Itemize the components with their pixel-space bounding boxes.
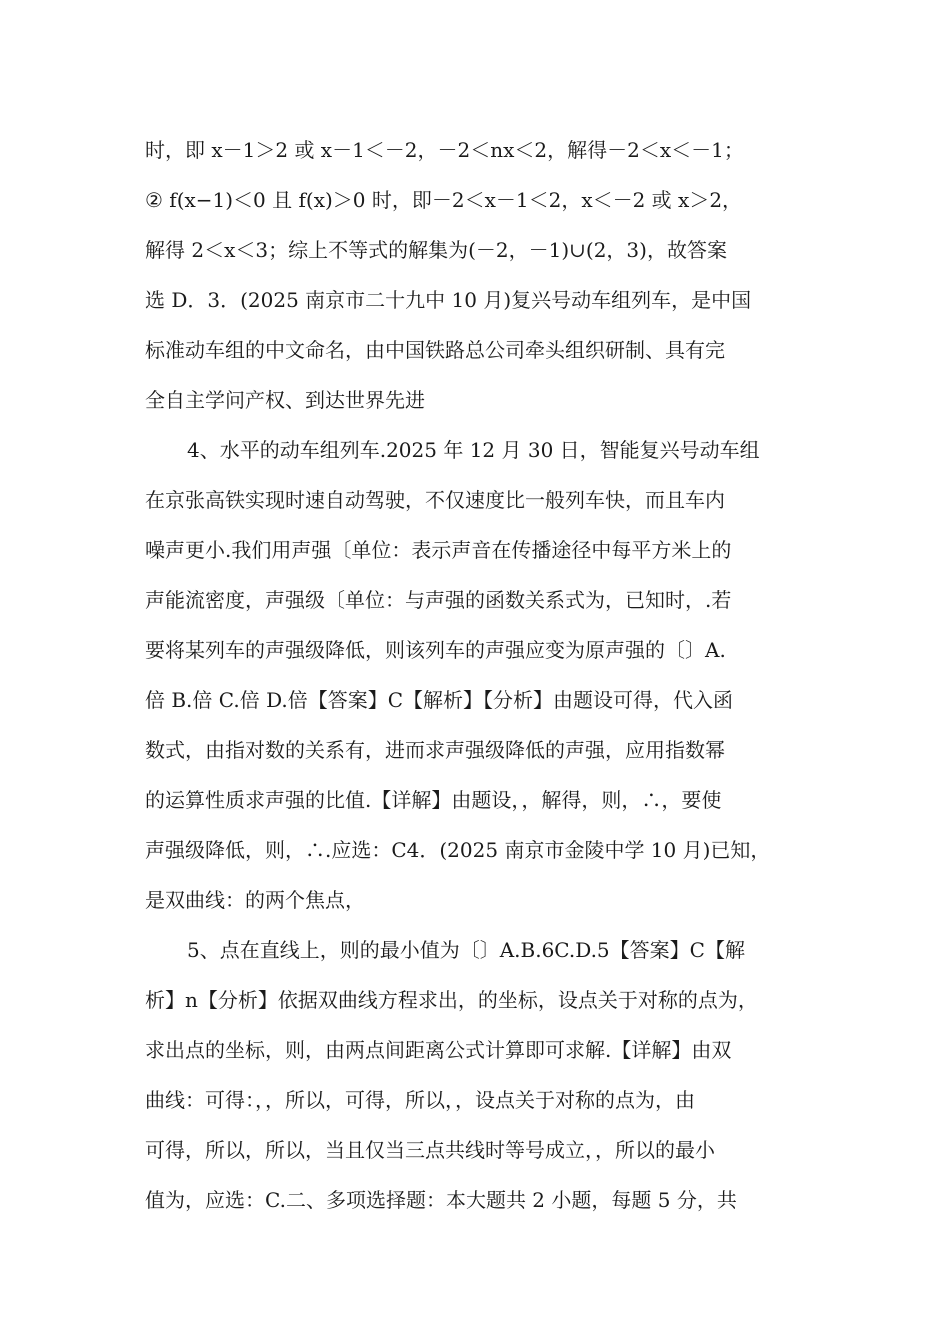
text-line: 值为，应选：C.二、多项选择题：本大题共 2 小题，每题 5 分，共 bbox=[145, 1188, 737, 1212]
text-line: 声能流密度，声强级〔单位：与声强的函数关系式为，已知时，.若 bbox=[145, 588, 732, 612]
paragraph-item-4 bbox=[145, 425, 810, 925]
text-line: 时，即 x－1＞2 或 x－1＜－2，－2＜nx＜2，解得－2＜x＜－1； bbox=[145, 138, 744, 162]
text-line: 的运算性质求声强的比值.【详解】由题设，，解得，则，∴，要使 bbox=[145, 788, 722, 812]
paragraph-continuation bbox=[145, 125, 810, 425]
text-line: 是双曲线：的两个焦点， bbox=[145, 888, 365, 912]
text-line: 全自主学问产权、到达世界先进 bbox=[145, 388, 425, 412]
text-line: 倍 B.倍 C.倍 D.倍【答案】C【解析】【分析】由题设可得，代入函 bbox=[145, 688, 734, 712]
paragraph-item-5 bbox=[145, 925, 810, 1225]
text-line: 曲线：可得：，，所以，可得，所以，，设点关于对称的点为，由 bbox=[145, 1088, 695, 1112]
text-line-first: 5、点在直线上，则的最小值为〔〕A.B.6C.D.5【答案】C【解 bbox=[187, 938, 745, 962]
text-line: 标准动车组的中文命名，由中国铁路总公司牵头组织研制、具有完 bbox=[145, 338, 725, 362]
text-line: 噪声更小.我们用声强〔单位：表示声音在传播途径中每平方米上的 bbox=[145, 538, 732, 562]
text-line: ② f(x−1)＜0 且 f(x)＞0 时，即－2＜x－1＜2，x＜－2 或 x＞2， bbox=[145, 188, 743, 212]
text-line: 在京张高铁实现时速自动驾驶，不仅速度比一般列车快，而且车内 bbox=[145, 488, 725, 512]
text-line: 析】n【分析】依据双曲线方程求出，的坐标，设点关于对称的点为， bbox=[145, 988, 758, 1012]
text-line: 求出点的坐标，则，由两点间距离公式计算即可求解.【详解】由双 bbox=[145, 1038, 732, 1062]
text-line: 解得 2＜x＜3；综上不等式的解集为(－2，－1)∪(2，3)，故答案 bbox=[145, 238, 727, 262]
text-line: 选 D．3．(2025 南京市二十九中 10 月)复兴号动车组列车，是中国 bbox=[145, 288, 752, 312]
text-line-first: 4、水平的动车组列车.2025 年 12 月 30 日，智能复兴号动车组 bbox=[187, 438, 760, 462]
text-line: 可得，所以，所以，当且仅当三点共线时等号成立，，所以的最小 bbox=[145, 1138, 715, 1162]
text-line: 要将某列车的声强级降低，则该列车的声强应变为原声强的〔〕A. bbox=[145, 638, 726, 662]
text-line: 数式，由指对数的关系有，进而求声强级降低的声强，应用指数幂 bbox=[145, 738, 725, 762]
text-line: 声强级降低，则，∴.应选：C4．(2025 南京市金陵中学 10 月)已知， bbox=[145, 838, 771, 862]
